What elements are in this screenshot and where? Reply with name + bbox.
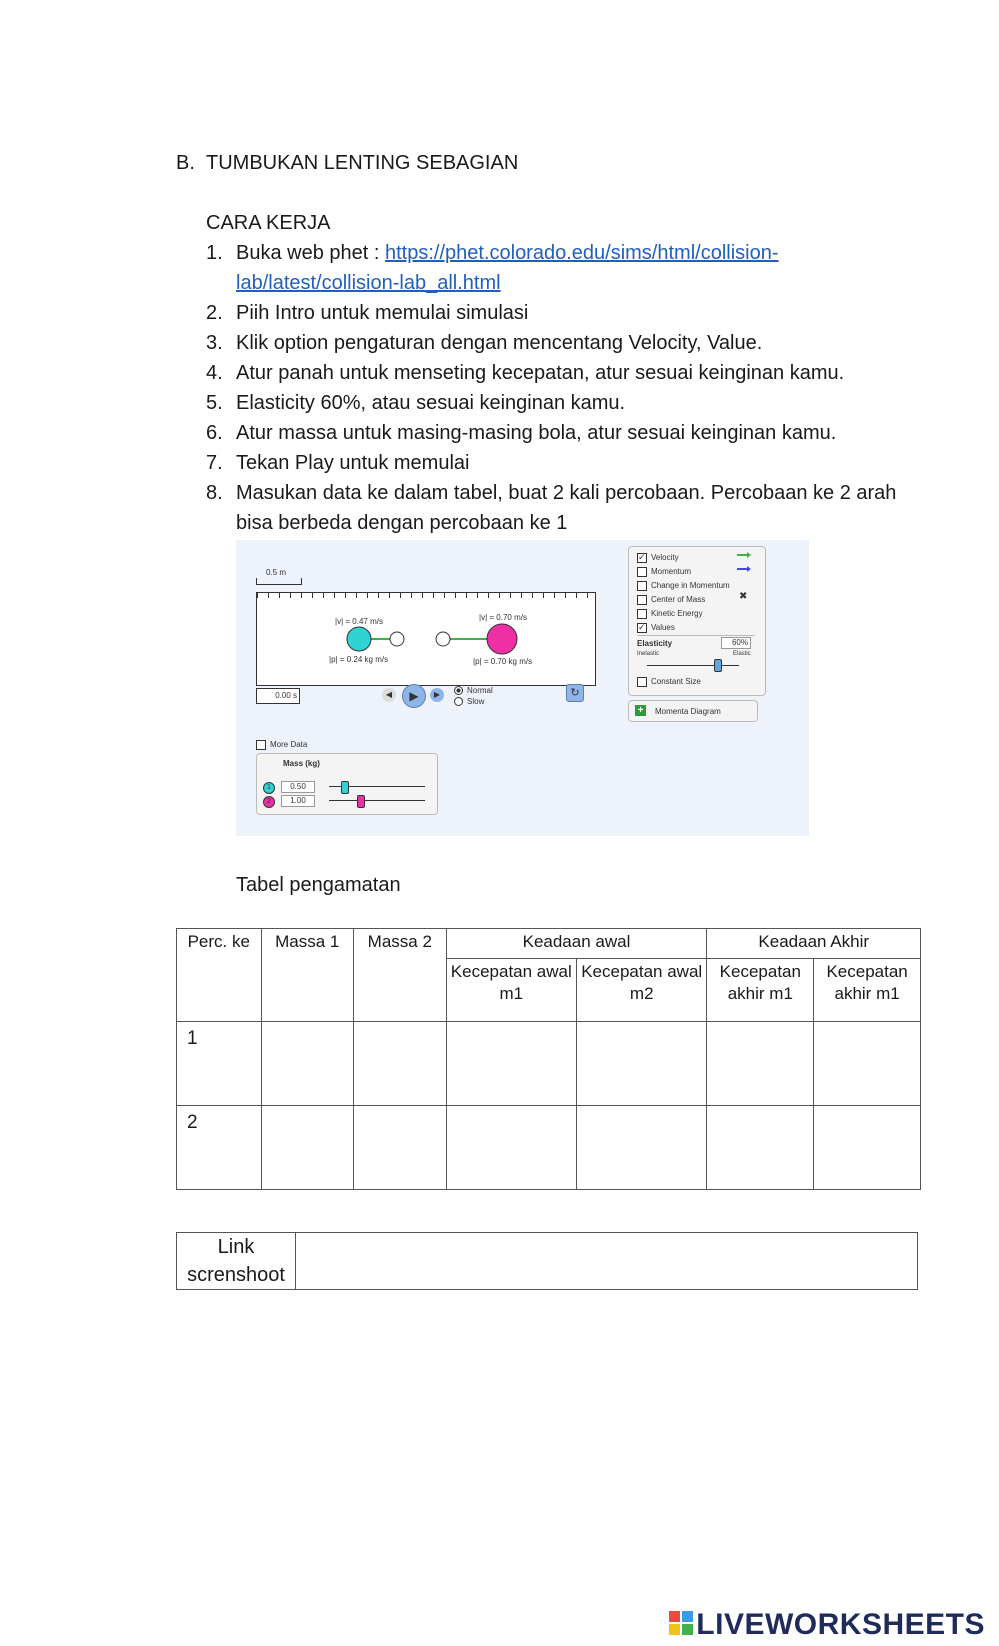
ball2-badge: 2	[263, 796, 275, 808]
section-letter: B.	[176, 152, 195, 174]
ball1-badge: 1	[263, 782, 275, 794]
step-text: Atur massa untuk masing-masing bola, atur sesuai keinginan kamu.	[236, 422, 837, 444]
collision-drawing	[257, 593, 595, 685]
step-text: Klik option pengaturan dengan mencentang Velocity, Value.	[236, 332, 763, 354]
input-cell[interactable]	[707, 1022, 814, 1106]
checkbox-icon	[256, 740, 266, 750]
ball2-velocity-readout: |v| = 0.70 m/s	[479, 613, 527, 622]
inelastic-label: Inelastic	[637, 651, 660, 657]
step-number: 1.	[206, 242, 223, 264]
step-number: 8.	[206, 482, 223, 504]
step-number: 7.	[206, 452, 223, 474]
step-text: Piih Intro untuk memulai simulasi	[236, 302, 529, 324]
mass2-track	[329, 800, 425, 801]
mass-title: Mass (kg)	[283, 759, 320, 768]
constant-size-option[interactable]	[637, 677, 701, 687]
procedure-steps	[206, 238, 906, 538]
radio-selected-icon	[454, 686, 463, 695]
row-label: 1	[177, 1022, 262, 1106]
step-number: 4.	[206, 362, 223, 384]
center-of-mass-icon: ✖	[739, 591, 748, 602]
scale-label: 0.5 m	[266, 568, 287, 577]
step-item	[206, 358, 906, 388]
procedure-caption: CARA KERJA	[206, 212, 331, 234]
input-cell[interactable]	[354, 1106, 447, 1190]
step-item	[206, 388, 906, 418]
ball1-momentum-readout: |p| = 0.24 kg m/s	[329, 655, 389, 664]
step-number: 2.	[206, 302, 223, 324]
more-data-option[interactable]	[256, 740, 307, 750]
input-cell[interactable]	[814, 1106, 921, 1190]
input-cell[interactable]	[577, 1106, 707, 1190]
step-text: Masukan data ke dalam tabel, buat 2 kali percobaan. Percobaan ke 2 arah bisa berbeda dengan percobaan ke 1	[236, 482, 897, 534]
subheader-cell: Kecepatan awal m1	[446, 958, 576, 1021]
ball1[interactable]	[347, 627, 371, 651]
input-cell[interactable]	[814, 1022, 921, 1106]
option-label: Momentum	[651, 567, 692, 576]
option-label: Center of Mass	[651, 595, 706, 604]
mass2-slider-thumb[interactable]	[357, 795, 365, 808]
ball2-velocity-handle[interactable]	[436, 632, 450, 646]
section-title: TUMBUKAN LENTING SEBAGIAN	[206, 152, 519, 174]
more-data-label: More Data	[270, 740, 308, 750]
play-area	[256, 592, 596, 686]
speed-normal-option[interactable]	[454, 686, 493, 695]
mass2-value[interactable]: 1.00	[281, 795, 315, 807]
input-cell[interactable]	[707, 1106, 814, 1190]
mass-panel	[256, 753, 438, 815]
step-text: Tekan Play untuk memulai	[236, 452, 470, 474]
mass1-value[interactable]: 0.50	[281, 781, 315, 793]
constant-size-label: Constant Size	[651, 677, 701, 687]
play-icon[interactable]: ▶	[402, 684, 426, 708]
option-item[interactable]	[637, 593, 730, 607]
elastic-label: Elastic	[733, 651, 751, 657]
row-label: 2	[177, 1106, 262, 1190]
time-readout: 0.00 s	[256, 688, 300, 704]
logo-text: LIVEWORKSHEETS	[696, 1608, 985, 1641]
table-header-row	[177, 929, 921, 959]
checkbox-icon	[637, 595, 647, 605]
input-cell[interactable]	[261, 1022, 354, 1106]
expand-plus-icon: +	[635, 705, 646, 716]
step-item	[206, 418, 906, 448]
checkbox-icon	[637, 609, 647, 619]
input-cell[interactable]	[446, 1022, 576, 1106]
ball1-velocity-readout: |v| = 0.47 m/s	[335, 617, 383, 626]
option-item[interactable]	[637, 621, 730, 635]
step-item	[206, 448, 906, 478]
step-text: Buka web phet :	[236, 242, 385, 264]
option-item[interactable]	[637, 551, 730, 565]
reset-icon[interactable]: ↻	[566, 684, 584, 702]
option-label: Velocity	[651, 553, 679, 562]
header-keadaan-awal: Keadaan awal	[446, 929, 707, 959]
checkbox-icon	[637, 567, 647, 577]
speed-normal-label: Normal	[467, 686, 493, 695]
table-row	[177, 1022, 921, 1106]
elasticity-track	[647, 665, 739, 666]
step-item	[206, 298, 906, 328]
link-table	[176, 1232, 918, 1290]
step-item	[206, 238, 906, 298]
link-label: Link screnshoot	[177, 1233, 296, 1290]
subheader-cell: Kecepatan akhir m1	[814, 958, 921, 1021]
table-title: Tabel pengamatan	[236, 874, 401, 896]
options-divider	[637, 635, 755, 636]
speed-slow-label: Slow	[467, 697, 485, 706]
ball1-velocity-handle[interactable]	[390, 632, 404, 646]
header-keadaan-akhir: Keadaan Akhir	[707, 929, 921, 959]
options-panel	[628, 546, 766, 696]
phet-link[interactable]: https://phet.colorado.edu/sims/html/collision-lab/latest/collision-lab_all.html	[236, 242, 779, 294]
step-text: Atur panah untuk menseting kecepatan, atur sesuai keinginan kamu.	[236, 362, 845, 384]
option-label: Values	[651, 623, 675, 632]
step-back-icon[interactable]: ◀	[382, 688, 396, 702]
header-massa2: Massa 2	[354, 929, 447, 1022]
option-item[interactable]	[637, 607, 730, 621]
radio-icon	[454, 697, 463, 706]
checkbox-checked-icon	[637, 553, 647, 563]
step-number: 5.	[206, 392, 223, 414]
velocity-arrow-icon	[737, 551, 751, 557]
header-perc: Perc. ke	[177, 929, 262, 1022]
ball2[interactable]	[487, 624, 517, 654]
header-massa1: Massa 1	[261, 929, 354, 1022]
elasticity-value: 60%	[721, 637, 751, 649]
subheader-cell: Kecepatan awal m2	[577, 958, 707, 1021]
step-item	[206, 328, 906, 358]
options-list	[637, 551, 730, 635]
step-number: 6.	[206, 422, 223, 444]
elasticity-label: Elasticity	[637, 639, 673, 648]
momentum-arrow-icon	[737, 565, 751, 571]
step-item	[206, 478, 906, 538]
option-item[interactable]	[637, 579, 730, 593]
option-label: Kinetic Energy	[651, 609, 703, 618]
option-item[interactable]	[637, 565, 730, 579]
ball2-momentum-readout: |p| = 0.70 kg m/s	[473, 657, 533, 666]
step-text: Elasticity 60%, atau sesuai keinginan kamu.	[236, 392, 626, 414]
input-cell[interactable]	[354, 1022, 447, 1106]
speed-slow-option[interactable]	[454, 697, 484, 706]
option-label: Change in Momentum	[651, 581, 730, 590]
input-cell[interactable]	[577, 1022, 707, 1106]
momenta-diagram-label: Momenta Diagram	[655, 707, 721, 716]
logo-icon	[669, 1611, 693, 1635]
liveworksheets-logo	[669, 1608, 985, 1642]
simulation-screenshot	[236, 540, 809, 836]
checkbox-icon	[637, 677, 647, 687]
input-cell[interactable]	[261, 1106, 354, 1190]
checkbox-icon	[637, 581, 647, 591]
mass1-slider-thumb[interactable]	[341, 781, 349, 794]
momenta-diagram-toggle[interactable]	[628, 700, 758, 722]
elasticity-slider-thumb[interactable]	[714, 659, 722, 672]
link-input-cell[interactable]	[296, 1233, 918, 1290]
checkbox-checked-icon	[637, 623, 647, 633]
step-forward-icon[interactable]: ▶	[430, 688, 444, 702]
observation-table	[176, 928, 921, 1190]
table-row	[177, 1106, 921, 1190]
scale-bar	[256, 578, 302, 585]
subheader-cell: Kecepatan akhir m1	[707, 958, 814, 1021]
input-cell[interactable]	[446, 1106, 576, 1190]
step-number: 3.	[206, 332, 223, 354]
